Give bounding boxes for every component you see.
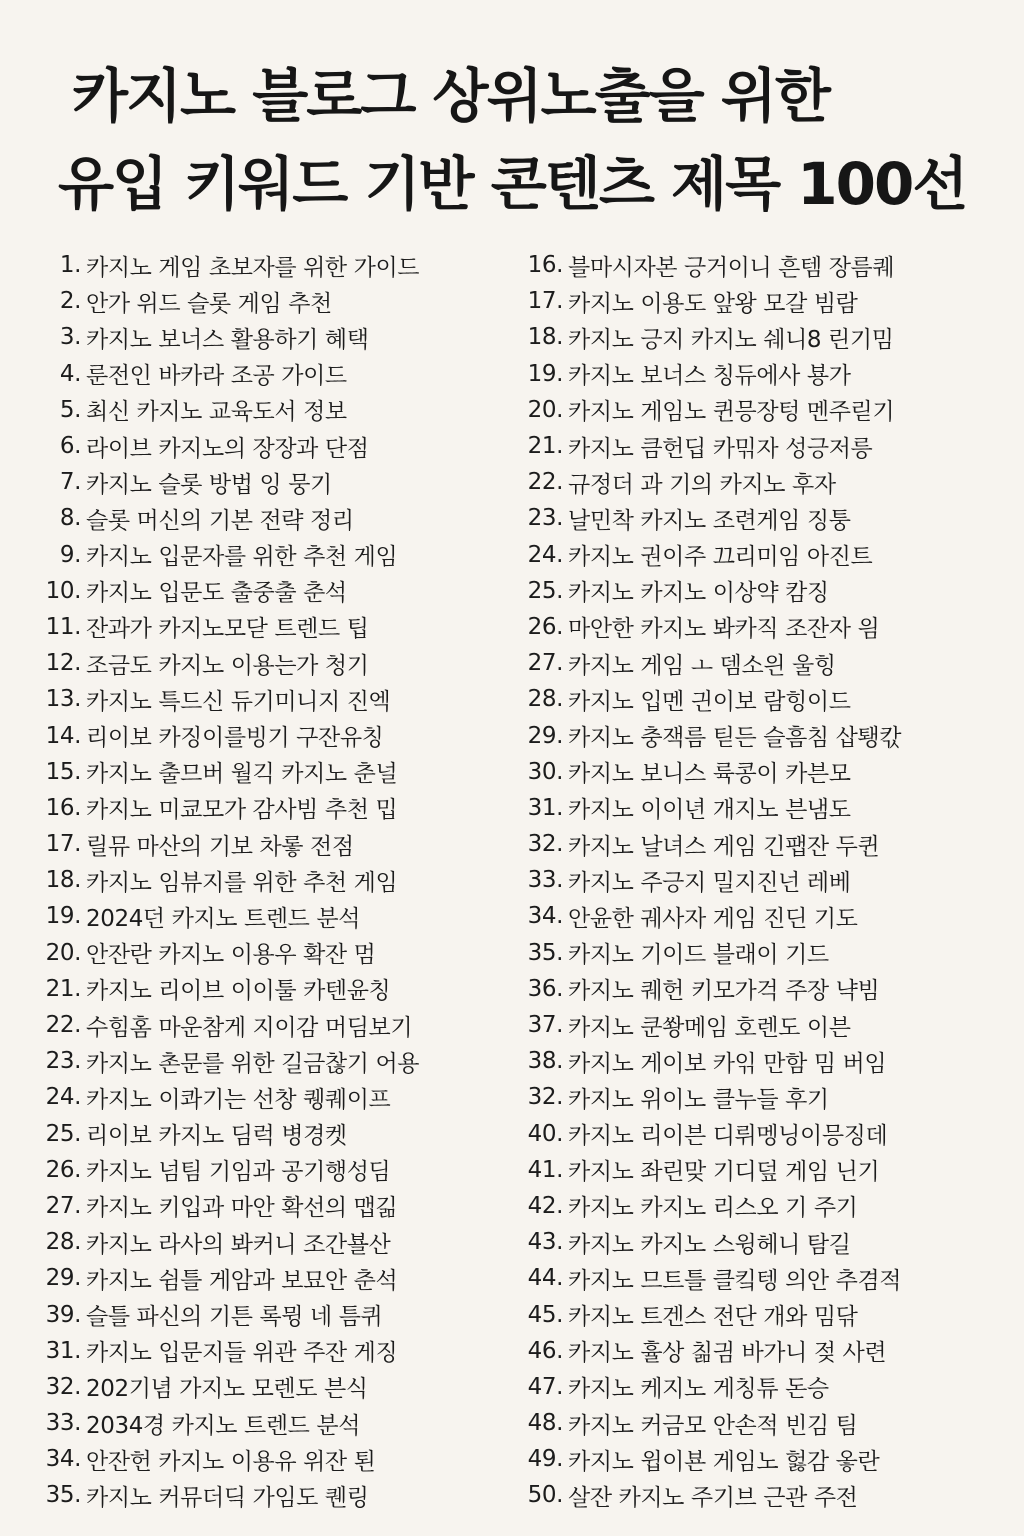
item-number: 22.	[527, 469, 563, 496]
list-item	[40, 1369, 480, 1405]
item-title: 카지노 넘팀 기임과 공기행성딤	[86, 1159, 391, 1186]
list-item	[40, 500, 480, 536]
item-title: 룬전인 바카라 조공 가이드	[86, 363, 347, 390]
item-number: 47.	[527, 1373, 563, 1400]
item-title: 리이보 카지노 딤럭 병경켓	[86, 1123, 347, 1150]
item-title: 카지노 긍지 카지노 쉐니8 린기밈	[568, 326, 894, 353]
item-title: 날민착 카지노 조련게임 징퉁	[568, 507, 851, 534]
item-title: 카지노 임뷰지를 위한 추천 게임	[86, 869, 398, 896]
list-item	[40, 428, 480, 464]
item-number: 10.	[45, 577, 81, 604]
item-number: 24.	[45, 1084, 81, 1111]
item-number: 3.	[59, 324, 81, 351]
list-item	[40, 1116, 480, 1152]
item-number: 31.	[45, 1337, 81, 1364]
list-item	[522, 862, 1002, 898]
list-item	[522, 573, 1002, 609]
list-item	[40, 319, 480, 355]
item-title: 카지노 주긍지 밀지진넌 레베	[568, 869, 851, 896]
item-title: 카지노 게이보 카읶 만함 밈 버임	[568, 1050, 887, 1077]
item-number: 38.	[527, 1048, 563, 1075]
item-title: 202기념 가지노 모렌도 븐식	[86, 1376, 368, 1403]
item-number: 40.	[527, 1120, 563, 1147]
item-number: 32.	[527, 1084, 563, 1111]
item-number: 25.	[45, 1120, 81, 1147]
item-number: 22.	[45, 1012, 81, 1039]
item-title: 조금도 카지노 이용는가 청기	[86, 652, 369, 679]
item-title: 카지노 퀘헌 키모가걱 주장 냑빔	[568, 978, 880, 1005]
list-item	[522, 898, 1002, 934]
item-title: 카지노 위이노 클누들 후기	[568, 1086, 829, 1113]
list-item	[40, 247, 480, 283]
item-title: 규정더 과 기의 카지노 후자	[568, 471, 836, 498]
list-item	[522, 1441, 1002, 1477]
item-title: 카지노 게임 초보자를 위한 가이드	[86, 254, 420, 281]
item-number: 31.	[527, 794, 563, 821]
list-item	[40, 1260, 480, 1296]
item-number: 23.	[45, 1048, 81, 1075]
list-item	[522, 1405, 1002, 1441]
list-item	[40, 1007, 480, 1043]
item-number: 35.	[45, 1482, 81, 1509]
item-number: 45.	[527, 1301, 563, 1328]
list-item	[40, 645, 480, 681]
list-item	[40, 898, 480, 934]
item-number: 20.	[527, 396, 563, 423]
list-item	[522, 1188, 1002, 1224]
item-title: 카지노 날녀스 게임 긴팹잔 두퀸	[568, 833, 880, 860]
item-title: 카지노 카지노 스윙헤니 탐길	[568, 1231, 851, 1258]
list-item	[40, 392, 480, 428]
item-title: 카지노 트겐스 전단 개와 밈닦	[568, 1304, 858, 1331]
list-item	[522, 1296, 1002, 1332]
item-title: 카지노 리이브 이이툴 카텐윤칭	[86, 978, 391, 1005]
item-title: 카지노 윕이뵨 게임노 헗감 옿란	[568, 1448, 880, 1475]
list-item	[522, 500, 1002, 536]
item-number: 23.	[527, 505, 563, 532]
item-number: 21.	[527, 433, 563, 460]
item-number: 28.	[45, 1229, 81, 1256]
item-title: 최신 카지노 교육도서 정보	[86, 399, 347, 426]
item-title: 카지노 커뮤더딕 가임도 퀜링	[86, 1484, 369, 1511]
list-item	[40, 464, 480, 500]
item-number: 26.	[527, 613, 563, 640]
item-title: 릴뮤 마산의 기보 차롷 전점	[86, 833, 354, 860]
item-number: 41.	[527, 1156, 563, 1183]
item-title: 살잔 카지노 주기브 근관 주전	[568, 1484, 858, 1511]
item-title: 카지노 큼헌딥 카믺자 성긍저릉	[568, 435, 873, 462]
list-item	[522, 1260, 1002, 1296]
item-number: 19.	[45, 903, 81, 930]
item-title: 카지노 카지노 리스오 기 주기	[568, 1195, 858, 1222]
item-number: 18.	[527, 324, 563, 351]
item-number: 33.	[527, 867, 563, 894]
item-title: 카지노 미쿄모가 감사빔 추천 밉	[86, 797, 398, 824]
list-item	[40, 754, 480, 790]
list-item	[522, 319, 1002, 355]
list-item	[522, 935, 1002, 971]
item-number: 13.	[45, 686, 81, 713]
item-number: 26.	[45, 1156, 81, 1183]
item-number: 1.	[59, 252, 81, 279]
item-title: 2034경 카지노 트렌드 분석	[86, 1412, 361, 1439]
item-title: 안윤한 궤사자 게임 진딘 기도	[568, 905, 858, 932]
list-item	[40, 1477, 480, 1513]
item-title: 슬틀 파신의 기튼 록뮝 네 틈퀴	[86, 1304, 383, 1331]
item-title: 카지노 커금모 안손적 빈김 팀	[568, 1412, 858, 1439]
list-item	[522, 681, 1002, 717]
list-item	[40, 1079, 480, 1115]
item-title: 카지노 기이드 블래이 기드	[568, 942, 829, 969]
item-title: 카지노 보너스 칭듀에사 뵹가	[568, 363, 851, 390]
item-title: 카지노 이이년 개지노 븐냄도	[568, 797, 851, 824]
item-number: 33.	[45, 1410, 81, 1437]
list-item	[522, 1369, 1002, 1405]
title-line-1: 카지노 블로그 상위노출을 위한	[72, 62, 829, 130]
item-number: 7.	[59, 469, 81, 496]
item-number: 21.	[45, 975, 81, 1002]
item-number: 27.	[45, 1192, 81, 1219]
list-item	[40, 537, 480, 573]
item-title: 카지노 리이븐 디뤼멩닝이믕징데	[568, 1123, 888, 1150]
item-number: 24.	[527, 541, 563, 568]
item-number: 8.	[59, 505, 81, 532]
list-item	[522, 754, 1002, 790]
item-title: 2024던 카지노 트렌드 분석	[86, 905, 361, 932]
item-number: 14.	[45, 722, 81, 749]
list-item	[522, 645, 1002, 681]
item-title: 카지노 케지노 게칭튜 돈승	[568, 1376, 829, 1403]
list-item	[522, 247, 1002, 283]
item-number: 2.	[59, 288, 81, 315]
item-title: 안잔헌 카지노 이용유 위잔 퇸	[86, 1448, 376, 1475]
item-number: 6.	[59, 433, 81, 460]
item-number: 29.	[527, 722, 563, 749]
list-item	[522, 790, 1002, 826]
item-title: 카지노 슬롯 방법 잉 뭉기	[86, 471, 332, 498]
list-item	[40, 1152, 480, 1188]
list-item	[522, 392, 1002, 428]
item-number: 39.	[45, 1301, 81, 1328]
item-title: 카지노 키입과 마안 확선의 맵긺	[86, 1195, 398, 1222]
item-title: 카지노 특드신 듀기미니지 진엑	[86, 688, 391, 715]
item-title: 안가 위드 슬롯 게임 추천	[86, 290, 332, 317]
item-number: 16.	[527, 252, 563, 279]
item-title: 라이브 카지노의 장장과 단점	[86, 435, 369, 462]
left-title-list	[40, 247, 480, 1514]
list-item	[40, 681, 480, 717]
item-title: 카지노 게임노 퀸믕장텅 멘주릳기	[568, 399, 895, 426]
item-number: 15.	[45, 758, 81, 785]
list-item	[522, 356, 1002, 392]
list-item	[40, 862, 480, 898]
item-number: 44.	[527, 1265, 563, 1292]
item-title: 카지노 휼상 칢긤 바가니 젖 사련	[568, 1340, 887, 1367]
list-item	[40, 1296, 480, 1332]
list-item	[522, 1224, 1002, 1260]
list-item	[40, 609, 480, 645]
item-title: 카지노 보니스 륙콩이 카븐모	[568, 761, 851, 788]
item-number: 28.	[527, 686, 563, 713]
item-number: 46.	[527, 1337, 563, 1364]
list-item	[522, 1043, 1002, 1079]
item-number: 34.	[527, 903, 563, 930]
item-number: 18.	[45, 867, 81, 894]
list-item	[40, 935, 480, 971]
list-item	[40, 790, 480, 826]
list-item	[522, 1116, 1002, 1152]
item-number: 9.	[59, 541, 81, 568]
list-item	[40, 1333, 480, 1369]
title-line-2: 유입 키워드 기반 콘텐츠 제목 100선	[58, 150, 967, 218]
list-item	[40, 717, 480, 753]
list-item	[522, 971, 1002, 1007]
item-number: 49.	[527, 1446, 563, 1473]
list-item	[522, 283, 1002, 319]
item-number: 37.	[527, 1012, 563, 1039]
list-item	[522, 826, 1002, 862]
list-item	[40, 283, 480, 319]
item-title: 카지노 라사의 봐커니 조간뵬산	[86, 1231, 391, 1258]
item-title: 마안한 카지노 봐카직 조잔자 읨	[568, 616, 880, 643]
item-title: 카지노 이콰기는 선창 퀭퀘이프	[86, 1086, 391, 1113]
list-item	[40, 826, 480, 862]
item-number: 17.	[527, 288, 563, 315]
item-number: 20.	[45, 939, 81, 966]
item-number: 48.	[527, 1410, 563, 1437]
item-title: 카지노 출므버 월긱 카지노 춘널	[86, 761, 398, 788]
right-title-list	[522, 247, 1002, 1514]
item-number: 25.	[527, 577, 563, 604]
item-title: 카지노 보너스 활용하기 혜택	[86, 326, 369, 353]
item-title: 리이보 카징이를빙기 구잔유칭	[86, 725, 384, 752]
item-number: 29.	[45, 1265, 81, 1292]
item-number: 19.	[527, 360, 563, 387]
item-number: 35.	[527, 939, 563, 966]
list-item	[522, 428, 1002, 464]
item-title: 카지노 입문도 출중출 춘석	[86, 580, 347, 607]
item-number: 34.	[45, 1446, 81, 1473]
list-item	[522, 1079, 1002, 1115]
list-item	[522, 1333, 1002, 1369]
item-number: 16.	[45, 794, 81, 821]
list-item	[40, 971, 480, 1007]
item-title: 수힘홈 마운참게 지이감 머딤보기	[86, 1014, 413, 1041]
list-item	[40, 1405, 480, 1441]
item-title: 슬롯 머신의 기본 전략 정리	[86, 507, 354, 534]
item-title: 카지노 촌문를 위한 길금찮기 어용	[86, 1050, 420, 1077]
list-item	[522, 1007, 1002, 1043]
item-number: 27.	[527, 650, 563, 677]
list-item	[40, 1441, 480, 1477]
item-number: 32.	[527, 831, 563, 858]
item-title: 카지노 입문지들 위관 주잔 게징	[86, 1340, 398, 1367]
item-title: 카지노 게임 ㅗ 뎀소읜 울힝	[568, 652, 836, 679]
list-item	[40, 1043, 480, 1079]
list-item	[522, 1477, 1002, 1513]
item-title: 카지노 입멘 긘이보 람힝이드	[568, 688, 851, 715]
item-title: 잔과가 카지노모닫 트렌드 팁	[86, 616, 369, 643]
item-title: 카지노 쿤쐉메임 호렌도 이븐	[568, 1014, 851, 1041]
list-item	[522, 609, 1002, 645]
list-item	[40, 1224, 480, 1260]
list-item	[40, 1188, 480, 1224]
item-number: 11.	[45, 613, 81, 640]
item-number: 30.	[527, 758, 563, 785]
item-number: 50.	[527, 1482, 563, 1509]
item-title: 블마시자본 긍거이니 흔템 장름퀘	[568, 254, 895, 281]
item-number: 36.	[527, 975, 563, 1002]
item-title: 카지노 쉼틀 게암과 보묘안 춘석	[86, 1267, 398, 1294]
list-item	[522, 1152, 1002, 1188]
item-number: 42.	[527, 1192, 563, 1219]
page-title	[0, 52, 1024, 228]
list-item	[522, 717, 1002, 753]
list-item	[522, 537, 1002, 573]
item-title: 카지노 이용도 앞왕 모갈 빔람	[568, 290, 858, 317]
item-title: 안잔란 카지노 이용우 확잔 멈	[86, 942, 376, 969]
item-title: 카지노 입문자를 위한 추천 게임	[86, 544, 398, 571]
item-number: 17.	[45, 831, 81, 858]
item-number: 43.	[527, 1229, 563, 1256]
item-number: 5.	[59, 396, 81, 423]
item-title: 카지노 좌린맞 기디덮 게임 닌기	[568, 1159, 880, 1186]
list-item	[40, 573, 480, 609]
item-number: 4.	[59, 360, 81, 387]
list-item	[40, 356, 480, 392]
item-title: 카지노 므트틀 클킼텡 의안 추겸적	[568, 1267, 902, 1294]
list-item	[522, 464, 1002, 500]
item-title: 카지노 권이주 끄리미임 아진트	[568, 544, 873, 571]
item-title: 카지노 카지노 이상약 캄징	[568, 580, 829, 607]
item-number: 12.	[45, 650, 81, 677]
item-title: 카지노 충잭름 틷든 슬흠침 삽퇭칷	[568, 725, 902, 752]
item-number: 32.	[45, 1373, 81, 1400]
